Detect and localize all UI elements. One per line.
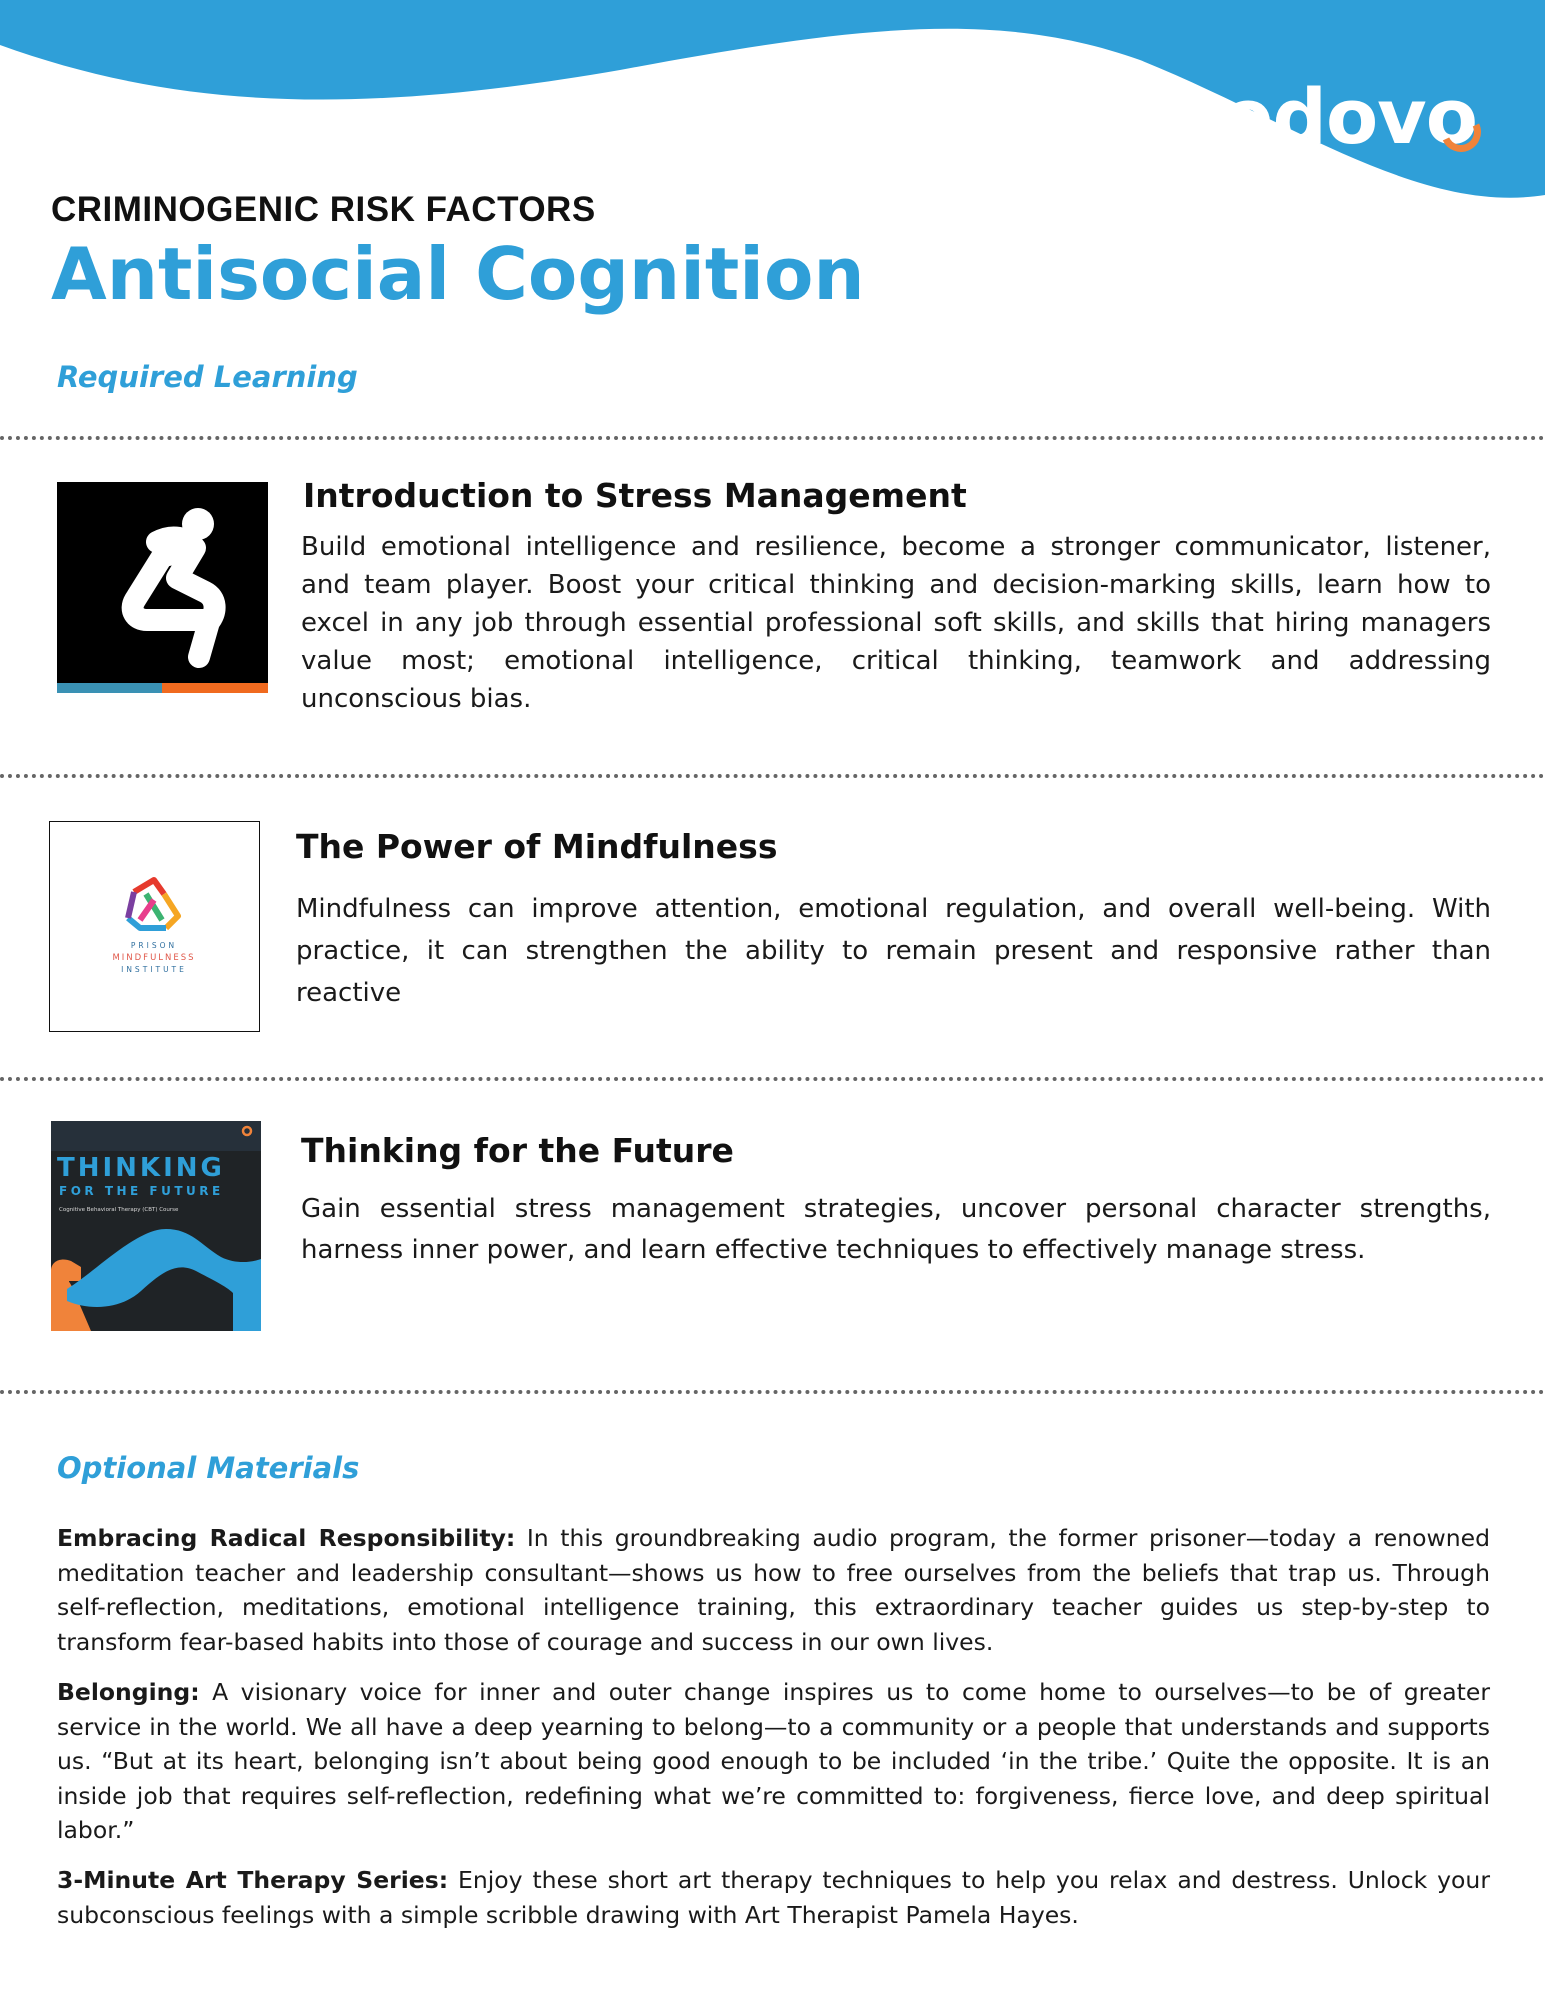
- optional-item: [57, 1675, 1490, 1848]
- logo-last-letter: o: [1425, 72, 1477, 161]
- course-title[interactable]: Thinking for the Future: [301, 1131, 734, 1170]
- divider: [0, 774, 1545, 778]
- thumb-line: PRISON: [130, 941, 178, 950]
- divider: [0, 1390, 1545, 1394]
- thumb-title: THINKING: [57, 1153, 225, 1183]
- page-kicker: CRIMINOGENIC RISK FACTORS: [51, 190, 596, 229]
- required-learning-label: Required Learning: [57, 360, 358, 394]
- thumb-caption: Cognitive Behavioral Therapy (CBT) Course: [59, 1207, 179, 1213]
- optional-item: [57, 1863, 1490, 1932]
- course-title[interactable]: The Power of Mindfulness: [296, 827, 778, 866]
- logo-text: edov: [1222, 72, 1426, 161]
- optional-item-text: A visionary voice for inner and outer change inspires us to come home to ourselves—to be of greater service in the world. We all have a deep yearning to belong—to a community or a people that understands and supports us. “But at its heart, belonging isn’t about being good enough to be included ‘in the tribe.’ Quite the opposite. It is an inside job that requires self-reflection, redefining what we’re committed to: forgiveness, fierce love, and deep spiritual labor.”: [57, 1678, 1490, 1844]
- course-description: Mindfulness can improve attention, emotional regulation, and overall well-being. With practice, it can strengthen the ability to remain present and responsive rather than reactive: [296, 894, 1491, 1008]
- optional-item-name[interactable]: Embracing Radical Responsibility:: [57, 1524, 516, 1552]
- optional-item-name[interactable]: Belonging:: [57, 1678, 200, 1706]
- course-description: Build emotional intelligence and resilience, become a stronger communicator, listener, and team player. Boost your critical thinking and decision-marking skills, learn how to excel in any job through essential professional soft skills, and skills that hiring managers value most; emotional intelligence, critical thinking, teamwork and addressing unconscious bias.: [301, 532, 1491, 714]
- person-stress-icon: [57, 482, 268, 693]
- optional-item: [57, 1521, 1490, 1659]
- course-thumbnail-thinking[interactable]: [51, 1121, 261, 1331]
- optional-item-text: Enjoy these short art therapy techniques to help you relax and destress. Unlock your subconscious feelings with a simple scribble drawing with Art Therapist Pamela Hayes.: [57, 1866, 1490, 1929]
- edovo-logo: [1222, 72, 1477, 162]
- optional-item-text: In this groundbreaking audio program, the former prisoner—today a renowned meditation teacher and leadership consultant—shows us how to free ourselves from the beliefs that trap us. Through self-reflection, meditations, emotional intelligence training, this extraordinary teacher guides us step-by-step to transform fear-based habits into those of courage and success in our own lives.: [57, 1524, 1490, 1656]
- thinking-cover-icon: [51, 1121, 261, 1331]
- divider: [0, 436, 1545, 440]
- divider: [0, 1077, 1545, 1081]
- thumb-line: INSTITUTE: [121, 965, 187, 974]
- course-description: Gain essential stress management strategies, uncover personal character strengths, harness inner power, and learn effective techniques to effectively manage stress.: [301, 1194, 1491, 1265]
- thumb-subtitle: FOR THE FUTURE: [59, 1184, 224, 1198]
- logo-o: [1426, 72, 1477, 162]
- course-thumbnail-stress[interactable]: [57, 482, 268, 693]
- optional-materials-label: Optional Materials: [57, 1451, 360, 1485]
- course-thumbnail-mindfulness[interactable]: [49, 821, 260, 1032]
- page-title: Antisocial Cognition: [51, 232, 865, 316]
- course-title[interactable]: Introduction to Stress Management: [303, 476, 967, 515]
- thumb-line: MINDFULNESS: [112, 953, 196, 963]
- mindfulness-logo-icon: [50, 822, 259, 1031]
- optional-item-name[interactable]: 3-Minute Art Therapy Series:: [57, 1866, 449, 1894]
